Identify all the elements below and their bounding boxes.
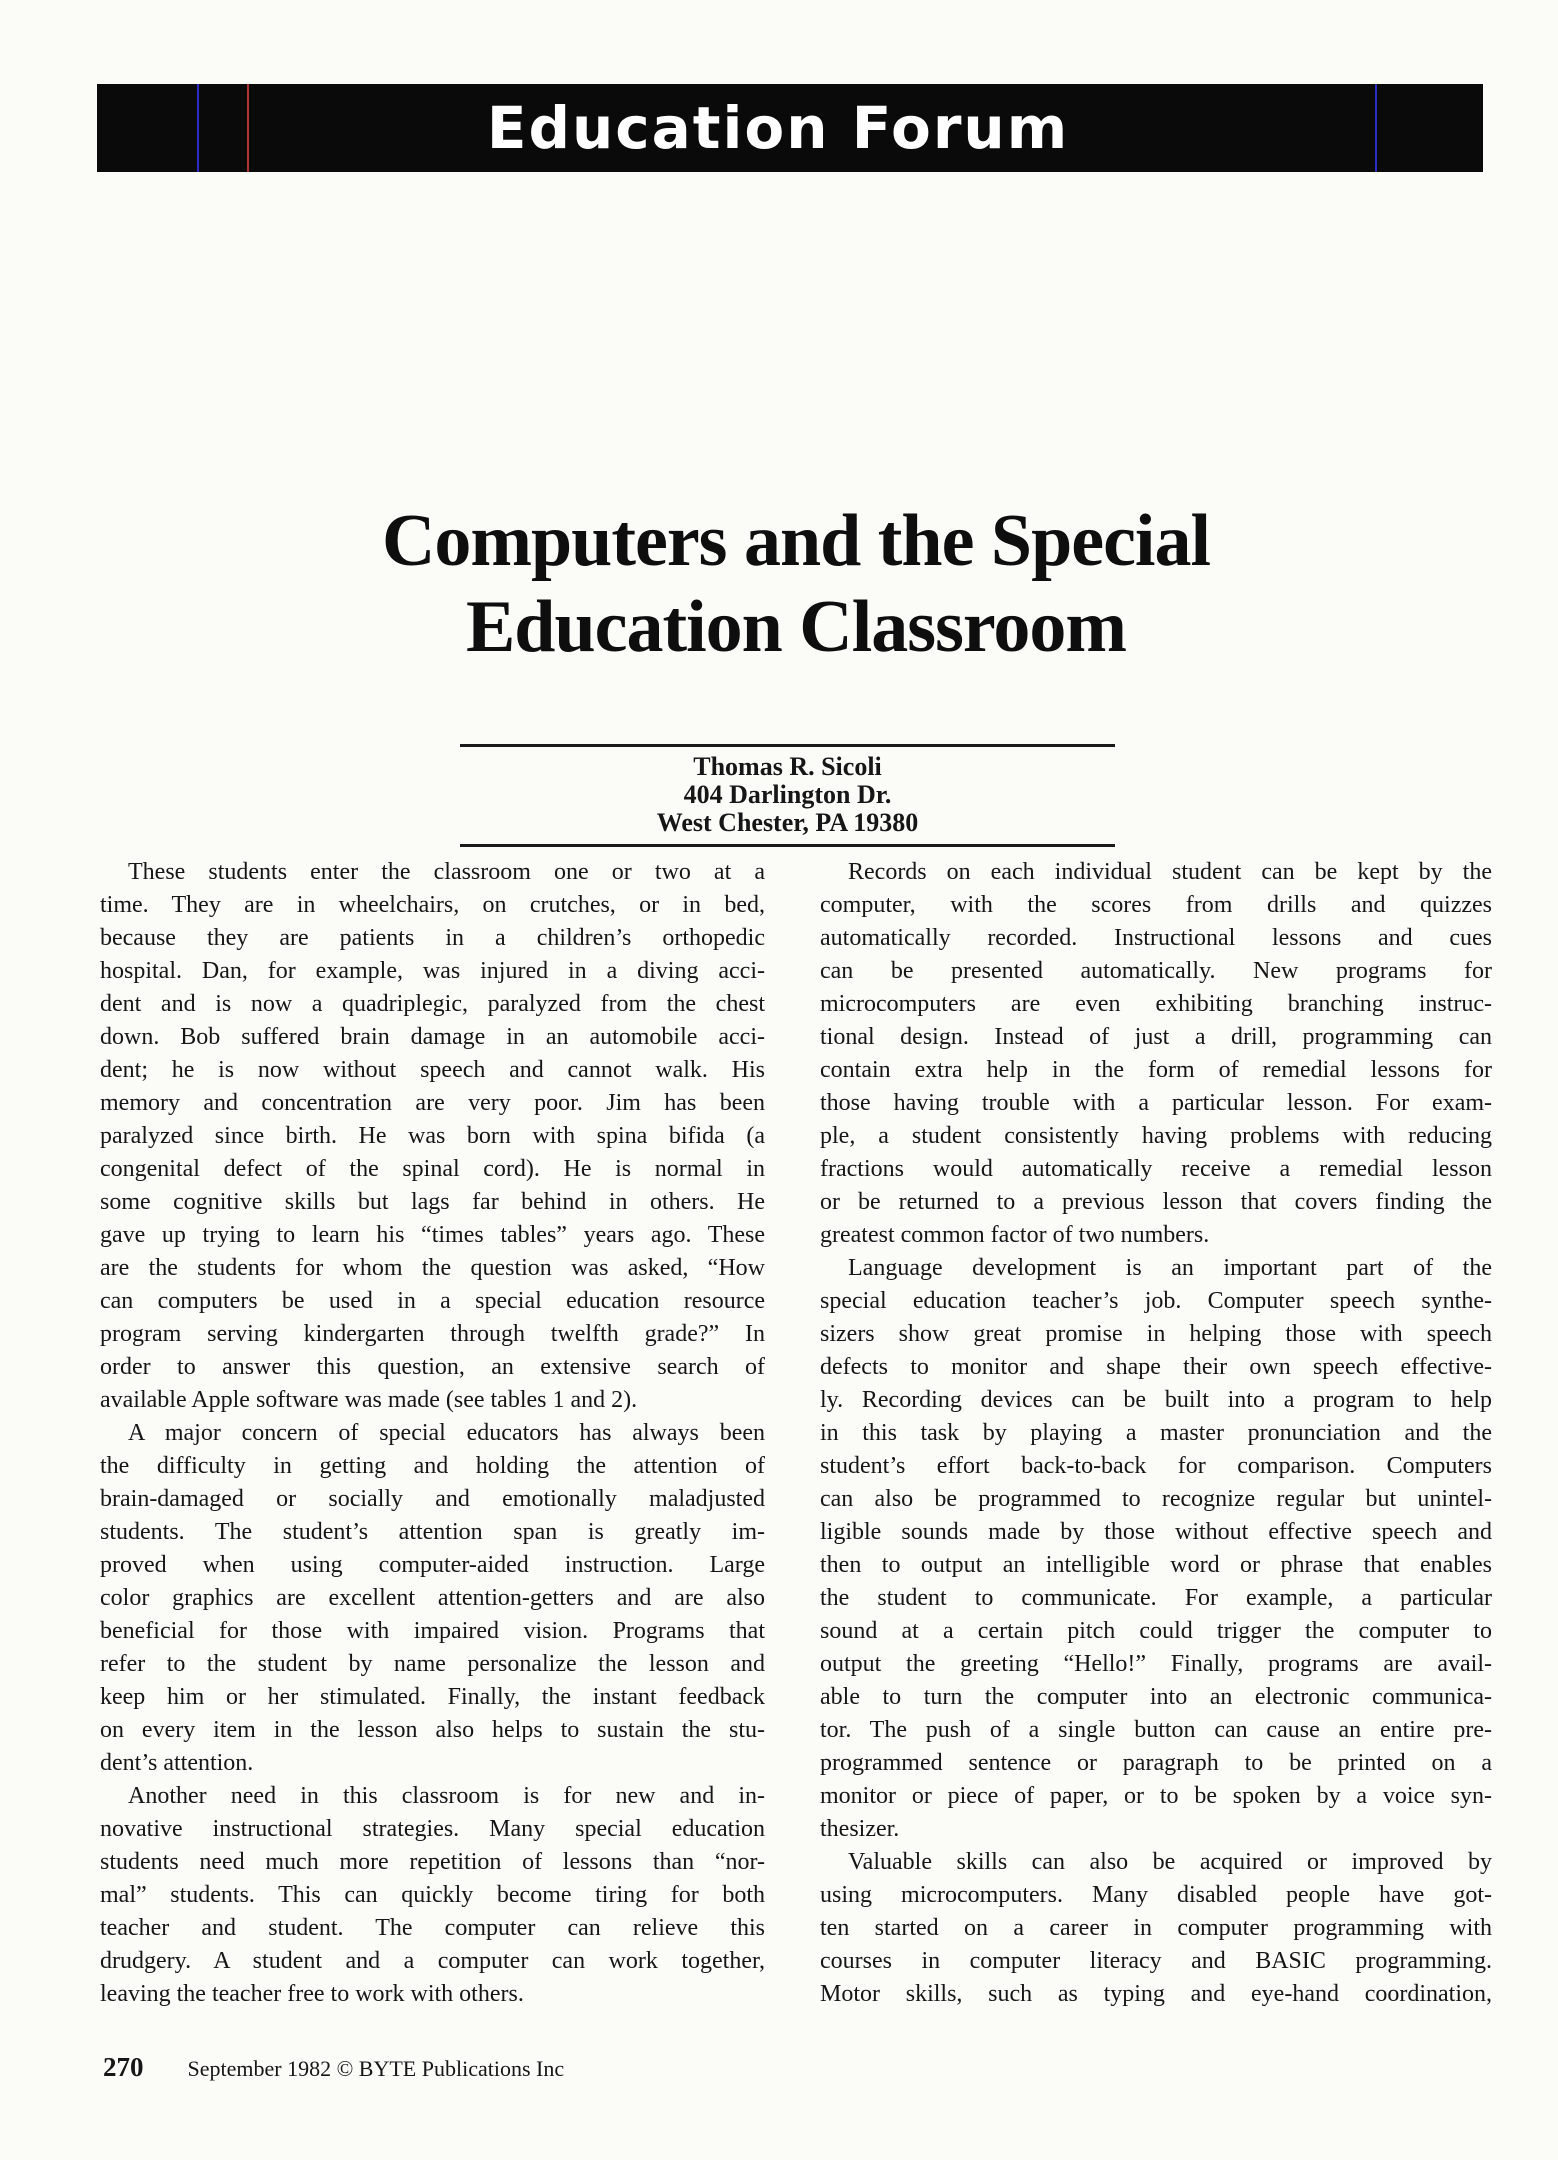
text-line: in this task by playing a master pronunciation and the xyxy=(820,1420,1492,1446)
text-line: student’s effort back-to-back for comparison. Computers xyxy=(820,1453,1492,1479)
page-number: 270 xyxy=(103,2052,144,2082)
text-line: leaving the teacher free to work with others. xyxy=(100,1981,524,2007)
text-line: memory and concentration are very poor. Jim has been xyxy=(100,1090,765,1116)
text-line: ligible sounds made by those without effective speech and xyxy=(820,1519,1492,1545)
text-line: hospital. Dan, for example, was injured in a diving acci- xyxy=(100,958,765,984)
text-line: can computers be used in a special education resource xyxy=(100,1288,765,1314)
body-column-left xyxy=(100,856,765,2011)
text-line: able to turn the computer into an electronic communica- xyxy=(820,1684,1492,1710)
text-line: dent and is now a quadriplegic, paralyzed from the chest xyxy=(100,991,765,1017)
registration-line-red-left xyxy=(247,84,249,172)
text-line: special education teacher’s job. Computer speech synthe- xyxy=(820,1288,1492,1314)
text-line: thesizer. xyxy=(820,1816,900,1842)
article-title xyxy=(100,498,1492,670)
text-line: ple, a student consistently having problems with reducing xyxy=(820,1123,1492,1149)
text-line: students. The student’s attention span is greatly im- xyxy=(100,1519,765,1545)
section-banner-title: Education Forum xyxy=(486,94,1070,162)
text-line: microcomputers are even exhibiting branching instruc- xyxy=(820,991,1492,1017)
registration-line-blue-left xyxy=(197,84,199,172)
text-line: congenital defect of the spinal cord). He is normal in xyxy=(100,1156,765,1182)
byline-block xyxy=(460,744,1115,847)
footer-credit: September 1982 © BYTE Publications Inc xyxy=(187,2056,565,2081)
text-line: tor. The push of a single button can cause an entire pre- xyxy=(820,1717,1492,1743)
text-line: those having trouble with a particular lesson. For exam- xyxy=(820,1090,1492,1116)
text-line: mal” students. This can quickly become tiring for both xyxy=(100,1882,765,1908)
text-line: programmed sentence or paragraph to be printed on a xyxy=(820,1750,1492,1776)
text-line: some cognitive skills but lags far behind in others. He xyxy=(100,1189,765,1215)
text-line: program serving kindergarten through twelfth grade?” In xyxy=(100,1321,765,1347)
text-line: automatically recorded. Instructional lessons and cues xyxy=(820,925,1492,951)
text-line: Valuable skills can also be acquired or improved by xyxy=(848,1849,1492,1875)
text-line: Motor skills, such as typing and eye-hand coordination, xyxy=(820,1981,1492,2007)
text-line: Another need in this classroom is for new and in- xyxy=(128,1783,765,1809)
text-line: ten started on a career in computer programming with xyxy=(820,1915,1492,1941)
text-line: gave up trying to learn his “times tables” years ago. These xyxy=(100,1222,765,1248)
section-banner xyxy=(97,84,1483,172)
text-line: down. Bob suffered brain damage in an automobile acci- xyxy=(100,1024,765,1050)
text-line: ly. Recording devices can be built into a program to help xyxy=(820,1387,1492,1413)
text-line: These students enter the classroom one or two at a xyxy=(128,859,765,885)
byline-author: Thomas R. Sicoli xyxy=(693,752,882,781)
text-line: dent; he is now without speech and cannot walk. His xyxy=(100,1057,765,1083)
text-line: the student to communicate. For example, a particular xyxy=(820,1585,1492,1611)
text-line: A major concern of special educators has always been xyxy=(128,1420,765,1446)
byline-citystate: West Chester, PA 19380 xyxy=(656,808,919,837)
article-body xyxy=(100,856,1492,2011)
text-line: greatest common factor of two numbers. xyxy=(820,1222,1210,1248)
text-line: keep him or her stimulated. Finally, the instant feedback xyxy=(100,1684,765,1710)
body-column-right xyxy=(820,856,1492,2011)
text-line: because they are patients in a children’s orthopedic xyxy=(100,925,765,951)
text-line: fractions would automatically receive a remedial lesson xyxy=(820,1156,1492,1182)
text-line: or be returned to a previous lesson that covers finding the xyxy=(820,1189,1492,1215)
text-line: proved when using computer-aided instruction. Large xyxy=(100,1552,765,1578)
text-line: novative instructional strategies. Many special education xyxy=(100,1816,765,1842)
byline-address: 404 Darlington Dr. xyxy=(683,780,892,809)
text-line: are the students for whom the question was asked, “How xyxy=(100,1255,765,1281)
text-line: computer, with the scores from drills and quizzes xyxy=(820,892,1492,918)
text-line: dent’s attention. xyxy=(100,1750,254,1776)
byline-rule-bottom xyxy=(460,844,1115,847)
text-line: time. They are in wheelchairs, on crutches, or in bed, xyxy=(100,892,765,918)
text-line: then to output an intelligible word or phrase that enables xyxy=(820,1552,1492,1578)
text-line: contain extra help in the form of remedial lessons for xyxy=(820,1057,1492,1083)
text-line: sound at a certain pitch could trigger the computer to xyxy=(820,1618,1492,1644)
page-footer xyxy=(103,2052,564,2083)
article-title-line2: Education Classroom xyxy=(465,586,1127,668)
text-line: using microcomputers. Many disabled people have got- xyxy=(820,1882,1492,1908)
text-line: output the greeting “Hello!” Finally, programs are avail- xyxy=(820,1651,1492,1677)
text-line: drudgery. A student and a computer can work together, xyxy=(100,1948,765,1974)
text-line: Records on each individual student can be kept by the xyxy=(848,859,1492,885)
text-line: teacher and student. The computer can relieve this xyxy=(100,1915,765,1941)
text-line: tional design. Instead of just a drill, programming can xyxy=(820,1024,1492,1050)
registration-line-blue-right xyxy=(1375,84,1377,172)
text-line: courses in computer literacy and BASIC programming. xyxy=(820,1948,1492,1974)
text-line: the difficulty in getting and holding the attention of xyxy=(100,1453,765,1479)
text-line: beneficial for those with impaired vision. Programs that xyxy=(100,1618,765,1644)
byline-text xyxy=(460,747,1115,844)
text-line: defects to monitor and shape their own speech effective- xyxy=(820,1354,1492,1380)
text-line: available Apple software was made (see tables 1 and 2). xyxy=(100,1387,638,1413)
text-line: on every item in the lesson also helps to sustain the stu- xyxy=(100,1717,765,1743)
text-line: paralyzed since birth. He was born with spina bifida (a xyxy=(100,1123,765,1149)
text-line: refer to the student by name personalize the lesson and xyxy=(100,1651,765,1677)
text-line: order to answer this question, an extensive search of xyxy=(100,1354,765,1380)
text-line: Language development is an important part of the xyxy=(848,1255,1492,1281)
text-line: students need much more repetition of lessons than “nor- xyxy=(100,1849,765,1875)
article-title-line1: Computers and the Special xyxy=(381,500,1211,582)
text-line: brain-damaged or socially and emotionally maladjusted xyxy=(100,1486,765,1512)
text-line: can be presented automatically. New programs for xyxy=(820,958,1492,984)
text-line: sizers show great promise in helping those with speech xyxy=(820,1321,1492,1347)
text-line: can also be programmed to recognize regular but unintel- xyxy=(820,1486,1492,1512)
text-line: monitor or piece of paper, or to be spoken by a voice syn- xyxy=(820,1783,1492,1809)
text-line: color graphics are excellent attention-getters and are also xyxy=(100,1585,765,1611)
